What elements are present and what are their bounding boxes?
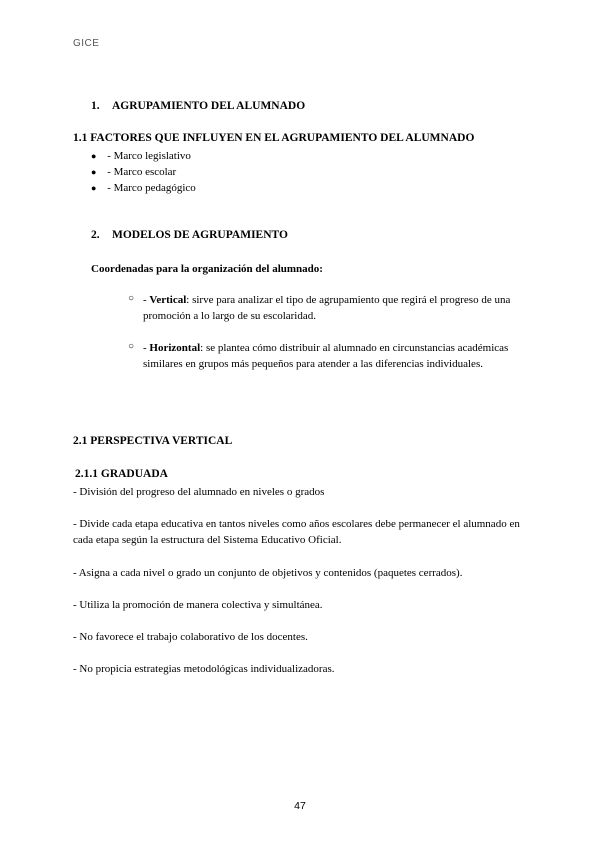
section-2-1-1-title: 2.1.1 GRADUADA <box>75 468 168 480</box>
section-2-subtitle: Coordenadas para la organización del alumnado: <box>91 263 323 275</box>
section-2-number: 2. <box>91 229 100 241</box>
paragraph: - División del progreso del alumnado en niveles o grados <box>73 486 325 498</box>
bullet-icon: ● <box>91 151 97 161</box>
paragraph: - No propicia estrategias metodológicas individualizadoras. <box>73 663 335 675</box>
section-1-1-title: 1.1 FACTORES QUE INFLUYEN EN EL AGRUPAMIENTO DEL ALUMNADO <box>73 132 475 144</box>
section-2-1-title: 2.1 PERSPECTIVA VERTICAL <box>73 435 233 447</box>
list-item: ● - Marco pedagógico <box>91 182 196 194</box>
section-2-title: MODELOS DE AGRUPAMIENTO <box>112 229 288 241</box>
paragraph: - Divide cada etapa educativa en tantos niveles como años escolares debe permanecer el alumnado en cada etapa según la estructura del Sistema Educativo Oficial. <box>73 518 520 546</box>
list-item: - Vertical: sirve para analizar el tipo de agrupamiento que regirá el progreso de una promoción a lo largo de su escolaridad. <box>143 294 511 322</box>
section-1-title: AGRUPAMIENTO DEL ALUMNADO <box>112 100 306 112</box>
page-header: GICE <box>73 38 100 49</box>
bullet-icon: ● <box>91 183 97 193</box>
list-item: - Horizontal: se plantea cómo distribuir al alumnado en circunstancias académicas similares en grupos más pequeños para atender a las diferencias individuales. <box>143 342 509 370</box>
paragraph: - No favorece el trabajo colaborativo de los docentes. <box>73 631 308 643</box>
circle-bullet-icon: ○ <box>128 341 135 352</box>
bullet-icon: ● <box>91 167 97 177</box>
list-item: ● - Marco legislativo <box>91 150 191 162</box>
circle-bullet-icon: ○ <box>128 293 135 304</box>
page-number: 47 <box>294 800 306 812</box>
section-1-number: 1. <box>91 100 100 112</box>
paragraph: - Asigna a cada nivel o grado un conjunto de objetivos y contenidos (paquetes cerrados). <box>73 567 463 579</box>
list-item: ● - Marco escolar <box>91 166 177 178</box>
paragraph: - Utiliza la promoción de manera colectiva y simultánea. <box>73 599 323 611</box>
